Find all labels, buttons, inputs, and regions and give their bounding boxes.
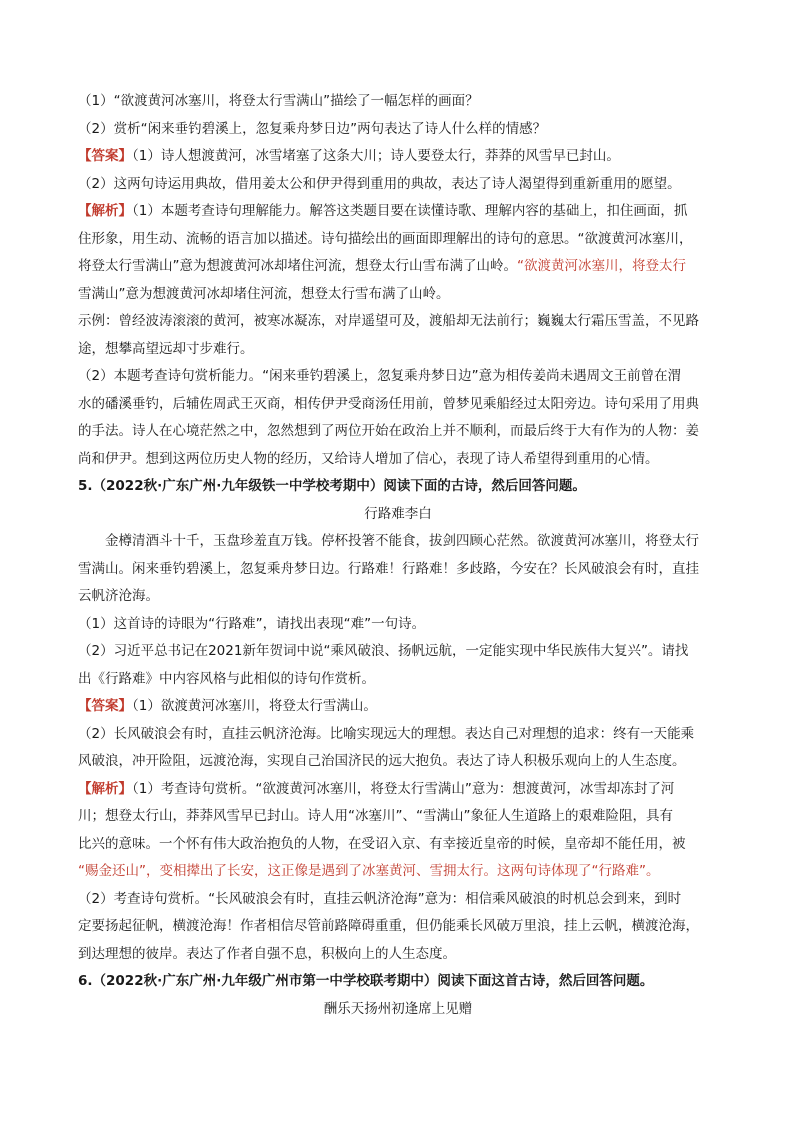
analysis-line: 【解析】（1）考查诗句赏析。“欲渡黄河冰塞川，将登太行雪满山”意为：想渡黄河，冰雪却冻封了河 (78, 780, 675, 797)
poem-title: 行路难李白 (364, 505, 432, 522)
answer-tag: 【答案】 (78, 698, 132, 714)
analysis-line: 示例：曾经波涛滚滚的黄河，被寒冰凝冻，对岸遥望可及，渡船却无法前行；巍巍太行霜压雪盖，不见路 (78, 313, 699, 329)
analysis-line: 川；想登太行山，莽莽风雪早已封山。诗人用“冰塞川”、“雪满山”象征人生道路上的艰难险阻，具有 (78, 808, 673, 824)
answer-line: 风破浪，冲开险阻，远渡沧海，实现自己治国济民的远大抱负。表达了诗人积极乐观向上的人生态度。 (78, 753, 686, 769)
analysis-line: 途，想攀高望远却寸步难行。 (78, 340, 254, 357)
analysis-line: 到达理想的彼岸。表达了作者自强不息，积极向上的人生态度。 (78, 945, 456, 962)
analysis-line: 比兴的意味。一个怀有伟大政治抱负的人物，在受诏入京、有幸接近皇帝的时候，皇帝却不能任用，被 (78, 835, 686, 852)
question-heading: 5.（2022秋·广东广州·九年级铁一中学校考期中）阅读下面的古诗，然后回答问题。 (78, 478, 586, 494)
answer-line: （2）这两句诗运用典故，借用姜太公和伊尹得到重用的典故，表达了诗人渴望得到重新重用的愿望。 (78, 175, 681, 192)
highlight-text: “欲渡黄河冰塞川，将登太行 (517, 258, 686, 274)
answer-line: （2）长风破浪会有时，直挂云帆济沧海。比喻实现远大的理想。表达自己对理想的追求：终有一天能乘 (78, 725, 695, 742)
analysis-line: 尚和伊尹。想到这两位历史人物的经历，又给诗人增加了信心，表现了诗人希望得到重用的心情。 (78, 450, 659, 467)
question-line: （2）赏析“闲来垂钓碧溪上，忽复乘舟梦日边”两句表达了诗人什么样的情感？ (78, 120, 547, 137)
question-line: （2）习近平总书记在2021新年贺词中说“乘风破浪、扬帆远航，一定能实现中华民族伟大复兴”。请找 (78, 643, 689, 659)
highlight-text: “赐金还山”，变相撵出了长安，这正像是遇到了冰塞黄河、雪拥太行。这两句诗体现了“行路难”。 (78, 863, 660, 879)
analysis-line (78, 858, 718, 886)
poem-line: 金樽清酒斗十千，玉盘珍羞直万钱。停杯投箸不能食，拔剑四顾心茫然。欲渡黄河冰塞川，将登太行 (105, 533, 699, 549)
analysis-line: 的手法。诗人在心境茫然之中，忽然想到了两位开始在政治上并不顺利，而最后终于大有作为的人物：姜 (78, 423, 699, 439)
poem-title: 酬乐天扬州初逢席上见赠 (323, 1000, 473, 1017)
analysis-line: （2）考查诗句赏析。“长风破浪会有时，直挂云帆济沧海”意为：相信乘风破浪的时机总会到来，到时 (78, 890, 682, 907)
analysis-line: 定要扬起征帆，横渡沧海！作者相信尽管前路障碍重重，但仍能乘长风破万里浪，挂上云帆，横渡沧海， (78, 918, 699, 934)
analysis-line: 雪满山”意为想渡黄河冰却堵住河流，想登太行雪布满了山岭。 (78, 285, 450, 302)
analysis-line: 水的磻溪垂钓，后辅佐周武王灭商，相传伊尹受商汤任用前，曾梦见乘船经过太阳旁边。诗句采用了用典 (78, 395, 699, 412)
question-heading: 6.（2022秋·广东广州·九年级广州市第一中学校联考期中）阅读下面这首古诗，然后回答问题。 (78, 973, 654, 989)
analysis-line: （2）本题考查诗句赏析能力。“闲来垂钓碧溪上，忽复乘舟梦日边”意为相传姜尚未遇周文王前曾在渭 (78, 368, 682, 384)
question-line: （1）“欲渡黄河冰塞川，将登太行雪满山”描绘了一幅怎样的画面？ (78, 93, 479, 109)
analysis-tag: 【解析】 (78, 780, 132, 797)
answer-line: 【答案】（1）欲渡黄河冰塞川，将登太行雪满山。 (78, 698, 377, 714)
analysis-line: 住形象，用生动、流畅的语言加以描述。诗句描绘出的画面即理解出的诗句的意思。“欲渡黄河冰塞川， (78, 230, 693, 247)
analysis-line: 【解析】（1）本题考查诗句理解能力。解答这类题目要在读懂诗歌、理解内容的基础上，扣住画面，抓 (78, 203, 688, 219)
poem-line: 雪满山。闲来垂钓碧溪上，忽复乘舟梦日边。行路难！行路难！多歧路，今安在？长风破浪会有时，直挂 (78, 560, 699, 577)
question-line: （1）这首诗的诗眼为“行路难”，请找出表现“难”一句诗。 (78, 615, 426, 632)
answer-tag: 【答案】 (78, 148, 132, 164)
analysis-tag: 【解析】 (78, 203, 132, 219)
question-line: 出《行路难》中内容风格与此相似的诗句作赏析。 (78, 670, 375, 687)
document-page (78, 88, 718, 1023)
answer-line: 【答案】（1）诗人想渡黄河，冰雪堵塞了这条大川；诗人要登太行，莽莽的风雪早已封山。 (78, 148, 620, 164)
poem-line: 云帆济沧海。 (78, 588, 159, 604)
analysis-line: 将登太行雪满山”意为想渡黄河冰却堵住河流，想登太行山雪布满了山岭。“欲渡黄河冰塞川，将登太行 (78, 258, 686, 274)
